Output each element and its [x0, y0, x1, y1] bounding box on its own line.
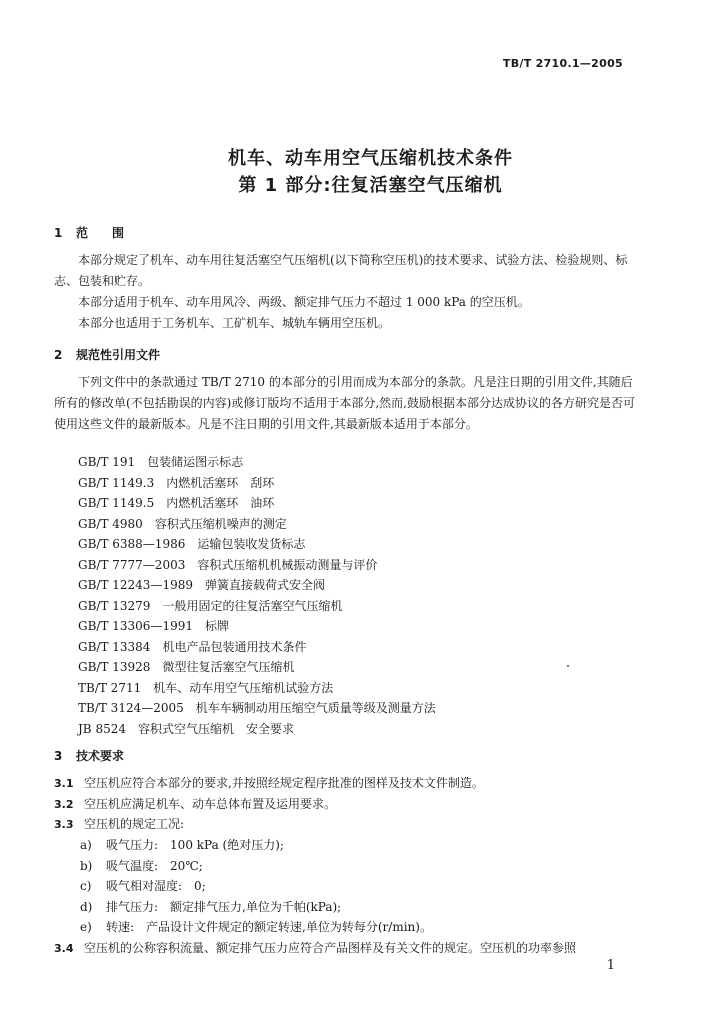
reference-item: TB/T 3124—2005 机车车辆制动用压缩空气质量等级及测量方法: [78, 701, 436, 715]
condition-text: 排气压力: 额定排气压力,单位为千帕(kPa);: [106, 900, 342, 914]
reference-item: JB 8524 容积式空气压缩机 安全要求: [78, 722, 294, 736]
condition-item: [80, 918, 432, 935]
clause-number: 3.1: [54, 777, 74, 790]
section-number: 2: [54, 348, 63, 362]
reference-item: GB/T 13928 微型往复活塞空气压缩机: [78, 660, 295, 674]
title-block: [0, 145, 701, 199]
reference-item: GB/T 13306—1991 标牌: [78, 619, 229, 633]
reference-item: GB/T 1149.5 内燃机活塞环 油环: [78, 496, 275, 510]
reference-item: GB/T 7777—2003 容积式压缩机机械振动测量与评价: [78, 558, 378, 572]
standard-code: TB/T 2710.1—2005: [502, 57, 623, 70]
section-title: 范 围: [76, 226, 125, 240]
clause-number: 3.4: [54, 942, 74, 955]
section-number: 1: [54, 226, 63, 240]
clause-text: 空压机应符合本部分的要求,并按照经规定程序批准的图样及技术文件制造。: [84, 776, 484, 790]
condition-label: d): [80, 900, 93, 914]
reference-item: GB/T 1149.3 内燃机活塞环 刮环: [78, 476, 275, 490]
clause-text: 空压机的公称容积流量、额定排气压力应符合产品图样及有关文件的规定。空压机的功率参照: [84, 941, 577, 955]
condition-text: 转速: 产品设计文件规定的额定转速,单位为转每分(r/min)。: [106, 920, 432, 934]
clause-3-3: [54, 815, 184, 832]
clause-3-2: [54, 795, 336, 812]
condition-item: [80, 857, 203, 874]
clause-text: 空压机的规定工况:: [84, 817, 185, 831]
reference-item: GB/T 13279 一般用固定的往复活塞空气压缩机: [78, 599, 343, 613]
section-1-paragraph-1: 本部分规定了机车、动车用往复活塞空气压缩机(以下简称空压机)的技术要求、试验方法、检验规则、标志、包装和贮存。: [54, 253, 628, 288]
condition-text: 吸气温度: 20℃;: [106, 859, 203, 873]
section-2-intro: 下列文件中的条款通过 TB/T 2710 的本部分的引用而成为本部分的条款。凡是注日期的引用文件,其随后所有的修改单(不包括勘误的内容)或修订版均不适用于本部分,然而,鼓励根据本部分达成协议的各方研究是否可使用这些文件的最新版本。凡是不注日期的引用文件,其最新版本适用于本部分。: [54, 375, 635, 431]
clause-number: 3.2: [54, 798, 74, 811]
section-number: 3: [54, 749, 63, 763]
section-1-paragraph-2: 本部分适用于机车、动车用风冷、两级、额定排气压力不超过 1 000 kPa 的空压机。: [78, 295, 530, 309]
reference-item: GB/T 4980 容积式压缩机噪声的测定: [78, 517, 287, 531]
condition-label: b): [80, 859, 93, 873]
clause-text: 空压机应满足机车、动车总体布置及运用要求。: [84, 797, 337, 811]
reference-item: GB/T 12243—1989 弹簧直接载荷式安全阀: [78, 578, 325, 592]
condition-item: [80, 898, 341, 915]
clause-number: 3.3: [54, 818, 74, 831]
condition-item: [80, 877, 206, 894]
section-2-heading: [54, 346, 160, 363]
condition-item: [80, 836, 284, 853]
section-3-heading: [54, 747, 124, 764]
condition-text: 吸气相对湿度: 0;: [106, 879, 206, 893]
clause-3-4: [54, 939, 576, 956]
reference-item: GB/T 13384 机电产品包装通用技术条件: [78, 640, 307, 654]
condition-label: c): [80, 879, 92, 893]
clause-3-1: [54, 774, 484, 791]
page-number: 1: [606, 958, 615, 973]
section-title: 技术要求: [76, 749, 125, 763]
condition-text: 吸气压力: 100 kPa (绝对压力);: [106, 838, 284, 852]
condition-label: a): [80, 838, 92, 852]
section-title: 规范性引用文件: [76, 348, 161, 362]
reference-item: GB/T 191 包装储运图示标志: [78, 455, 244, 469]
reference-item: TB/T 2711 机车、动车用空气压缩机试验方法: [78, 681, 334, 695]
section-1-heading: [54, 224, 124, 241]
scan-speck: [567, 665, 569, 667]
section-1-paragraph-3: 本部分也适用于工务机车、工矿机车、城轨车辆用空压机。: [78, 316, 391, 330]
document-title: 机车、动车用空气压缩机技术条件: [228, 148, 513, 169]
condition-label: e): [80, 920, 92, 934]
document-subtitle: 第 1 部分:往复活塞空气压缩机: [238, 175, 503, 196]
reference-item: GB/T 6388—1986 运输包装收发货标志: [78, 537, 306, 551]
